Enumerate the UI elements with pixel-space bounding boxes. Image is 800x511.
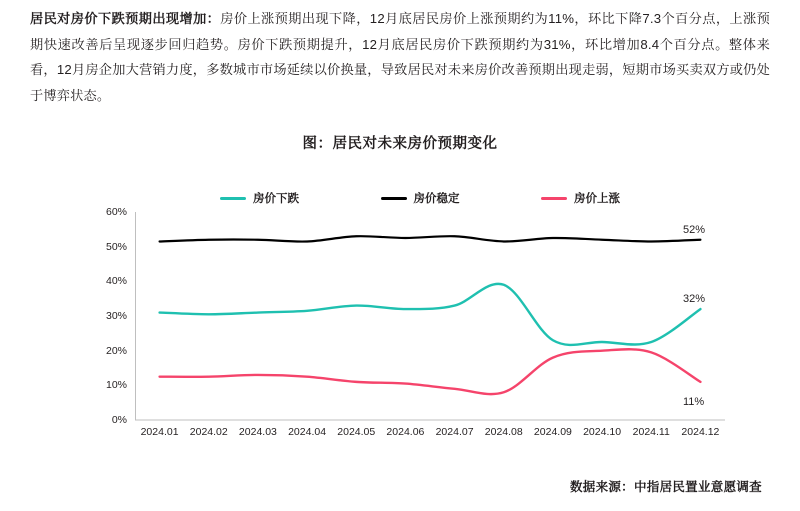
series-end-label: 52% <box>683 223 706 236</box>
x-axis-tick-label: 2024.09 <box>533 426 572 438</box>
legend-swatch-icon <box>541 197 567 200</box>
legend-item <box>220 190 299 206</box>
y-axis-tick-label: 10% <box>105 379 127 392</box>
x-axis-labels <box>135 426 725 446</box>
chart-area <box>95 208 735 448</box>
x-axis-tick-label: 2024.03 <box>238 426 277 438</box>
legend-label: 房价下跌 <box>253 193 299 205</box>
x-axis-tick-label: 2024.02 <box>189 426 228 438</box>
legend-label: 房价稳定 <box>413 193 460 205</box>
y-axis-tick-label: 60% <box>105 206 127 218</box>
series-line <box>160 236 701 241</box>
chart-title <box>0 132 800 153</box>
y-axis-tick-label: 40% <box>105 275 127 288</box>
legend-label: 房价上涨 <box>574 193 620 205</box>
x-axis-tick-label: 2024.11 <box>632 426 670 438</box>
y-axis-tick-label: 0% <box>111 414 127 426</box>
series-line <box>160 349 701 394</box>
x-axis-tick-label: 2024.01 <box>140 426 179 438</box>
figure-label: 图： <box>302 136 333 152</box>
y-axis-tick-label: 50% <box>105 240 127 253</box>
data-source: 数据来源：中指居民置业意愿调查 <box>569 480 762 494</box>
paragraph-lead: 居民对房价下跌预期出现增加： <box>30 11 221 26</box>
legend-swatch-icon <box>381 197 407 200</box>
x-axis-tick-label: 2024.04 <box>288 426 327 438</box>
y-axis-labels <box>95 208 131 424</box>
x-axis-tick-label: 2024.06 <box>386 426 425 438</box>
line-chart-svg <box>135 212 725 428</box>
legend-swatch-icon <box>220 197 246 200</box>
x-axis-tick-label: 2024.12 <box>681 426 720 438</box>
x-axis-tick-label: 2024.07 <box>435 426 474 438</box>
plot-region <box>135 212 725 420</box>
y-axis-tick-label: 20% <box>105 344 127 357</box>
series-end-label: 32% <box>683 293 706 306</box>
analysis-paragraph <box>30 6 770 108</box>
x-axis-tick-label: 2024.10 <box>583 426 622 438</box>
series-line <box>160 284 701 345</box>
series-end-label: 11% <box>683 395 705 408</box>
legend-item <box>381 190 460 206</box>
legend-item <box>541 190 620 206</box>
paragraph-body: 房价上涨预期出现下降，12月底居民房价上涨预期约为11%，环比下降7.3个百分点，上涨预期快速改善后呈现逐步回归趋势。房价下跌预期提升，12月底居民房价下跌预期约为31%，环比增加8.4个百分点。整体来看，12月房企加大营销力度，多数城市市场延续以价换量，导致居民对未来房价改善预期出现走弱，短期市场买卖双方或仍处于博弈状态。 <box>30 11 770 103</box>
y-axis-tick-label: 30% <box>105 310 127 322</box>
x-axis-tick-label: 2024.08 <box>484 426 523 438</box>
chart-legend <box>220 190 620 206</box>
chart-title-text: 居民对未来房价预期变化 <box>332 136 498 152</box>
x-axis-tick-label: 2024.05 <box>337 426 376 438</box>
